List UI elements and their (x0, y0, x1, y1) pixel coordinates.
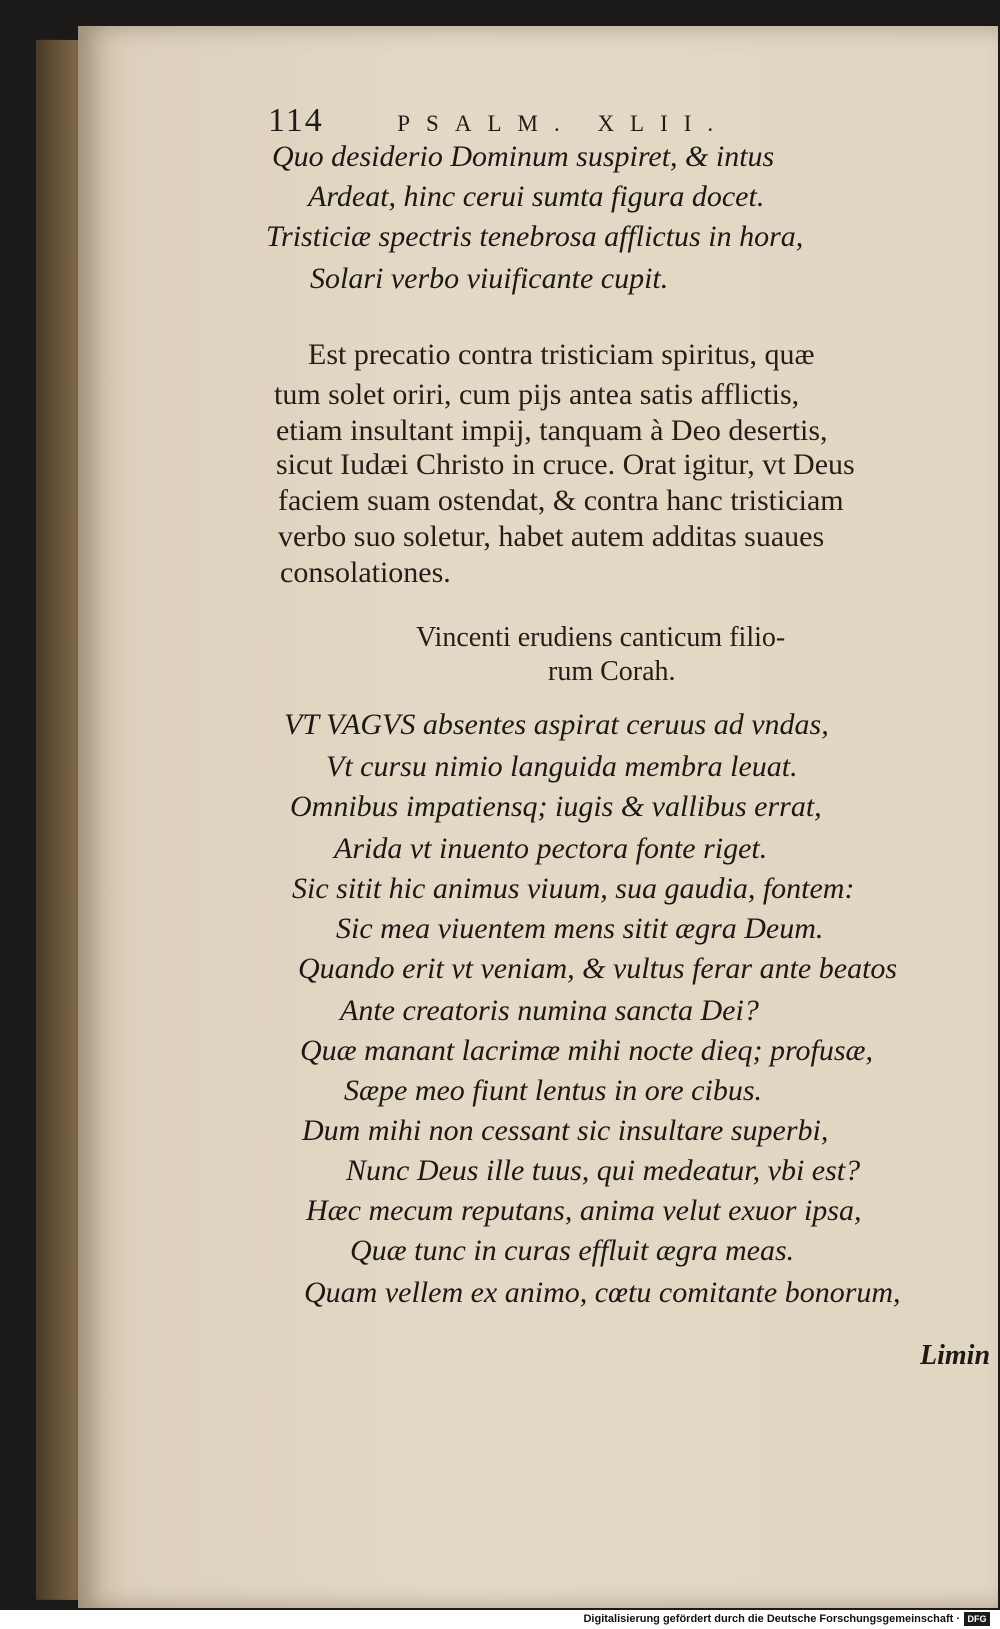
psalm-verse-5: Sic sitit hic animus viuum, sua gaudia, fontem: (292, 872, 855, 905)
intro-verse-2: Ardeat, hinc cerui sumta figura docet. (308, 180, 765, 213)
intro-verse-1: Quo desiderio Dominum suspiret, & intus (272, 140, 775, 173)
dfg-logo-icon: DFG (964, 1612, 990, 1626)
psalm-verse-14: Quæ tunc in curas effluit ægra meas. (350, 1234, 795, 1267)
psalm-verse-10: Sæpe meo fiunt lentus in ore cibus. (344, 1074, 763, 1107)
argument-line-3: etiam insultant impij, tanquam à Deo desertis, (276, 414, 828, 447)
argument-line-2: tum solet oriri, cum pijs antea satis afflictis, (274, 378, 800, 411)
page-number: 114 (268, 102, 324, 139)
psalm-heading-line-2: rum Corah. (548, 656, 676, 687)
psalm-verse-15: Quam vellem ex animo, cœtu comitante bonorum, (304, 1276, 901, 1309)
argument-line-5: faciem suam ostendat, & contra hanc tristiciam (278, 484, 844, 517)
psalm-verse-9: Quæ manant lacrimæ mihi nocte dieq; profusæ, (300, 1034, 874, 1067)
psalm-heading-line-1: Vincenti erudiens canticum filio- (416, 622, 786, 653)
psalm-verse-7: Quando erit vt veniam, & vultus ferar ante beatos (298, 952, 898, 985)
running-title: PSALM. XLII. (397, 111, 730, 136)
psalm-verse-11: Dum mihi non cessant sic insultare superbi, (302, 1114, 829, 1147)
intro-verse-4: Solari verbo viuificante cupit. (310, 262, 669, 295)
argument-line-4: sicut Iudæi Christo in cruce. Orat igitur, vt Deus (276, 448, 855, 481)
intro-verse-3: Tristiciæ spectris tenebrosa afflictus in hora, (266, 220, 804, 253)
catchword: Limin (920, 1340, 991, 1371)
psalm-verse-4: Arida vt inuento pectora fonte riget. (334, 832, 768, 865)
psalm-verse-1: VT VAGVS absentes aspirat ceruus ad vndas, (284, 708, 829, 741)
running-header (268, 102, 828, 142)
argument-line-6: verbo suo soletur, habet autem additas suaues (278, 520, 825, 553)
psalm-verse-6: Sic mea viuentem mens sitit ægra Deum. (336, 912, 824, 945)
argument-line-1: Est precatio contra tristiciam spiritus, quæ (308, 338, 815, 371)
psalm-verse-2: Vt cursu nimio languida membra leuat. (326, 750, 798, 783)
psalm-verse-3: Omnibus impatiensq; iugis & vallibus errat, (290, 790, 822, 823)
psalm-verse-8: Ante creatoris numina sancta Dei? (340, 994, 759, 1027)
psalm-verse-12: Nunc Deus ille tuus, qui medeatur, vbi est? (346, 1154, 861, 1187)
psalm-verse-13: Hæc mecum reputans, anima velut exuor ipsa, (306, 1194, 862, 1227)
funding-credit: Digitalisierung gefördert durch die Deutsche Forschungsgemeinschaft · (583, 1613, 960, 1625)
argument-line-7: consolationes. (280, 556, 451, 589)
